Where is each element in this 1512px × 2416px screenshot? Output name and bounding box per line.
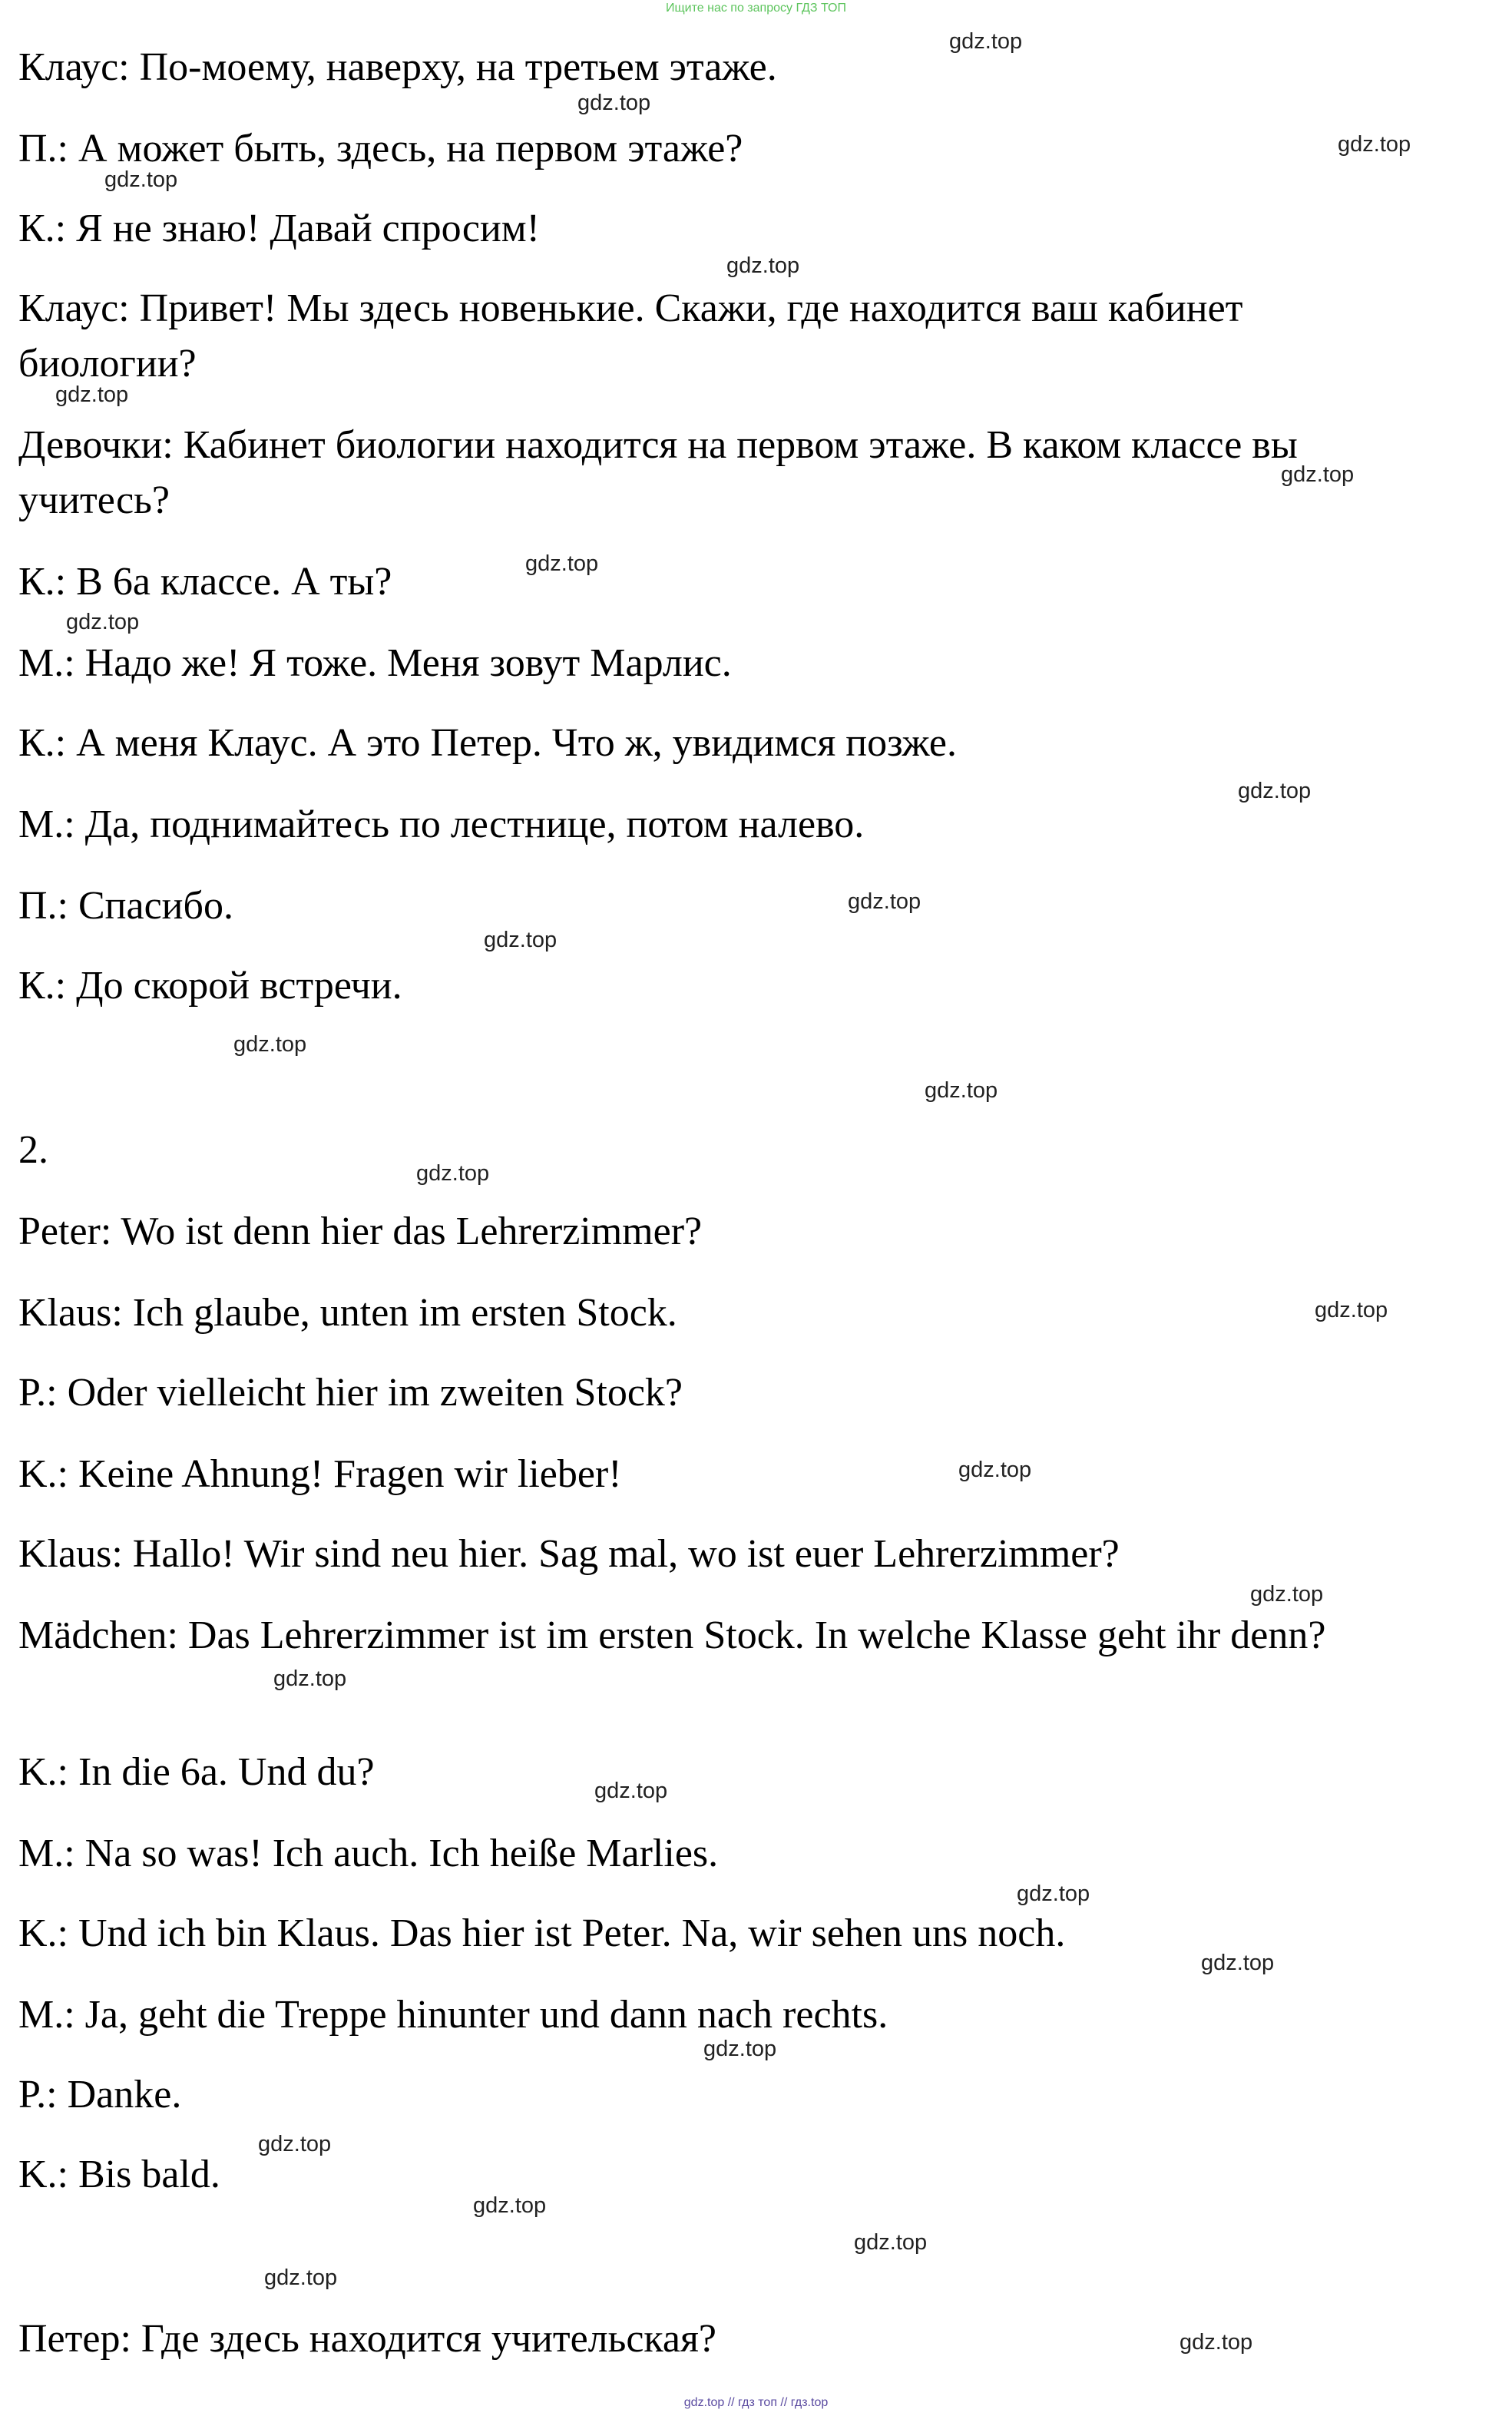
watermark: gdz.top	[1315, 1298, 1388, 1322]
watermark: gdz.top	[55, 382, 129, 407]
ru-line-5: Девочки: Кабинет биологии находится на первом этаже. В каком классе вы учитесь?	[18, 423, 1298, 522]
watermark: gdz.top	[525, 551, 599, 576]
de-line-5: Klaus: Hallo! Wir sind neu hier. Sag mal, wo ist euer Lehrerzimmer?	[18, 1532, 1120, 1576]
watermark: gdz.top	[949, 29, 1023, 54]
watermark: gdz.top	[66, 610, 140, 634]
watermark: gdz.top	[848, 889, 921, 914]
de-line-2: Klaus: Ich glaube, unten im ersten Stock.	[18, 1291, 677, 1335]
watermark: gdz.top	[577, 91, 651, 115]
watermark: gdz.top	[264, 2265, 338, 2290]
watermark: gdz.top	[958, 1458, 1032, 1482]
watermark: gdz.top	[854, 2230, 928, 2255]
watermark: gdz.top	[258, 2132, 332, 2156]
de-line-8: M.: Na so was! Ich auch. Ich heiße Marlies.	[18, 1832, 719, 1875]
top-banner: Ищите нас по запросу ГДЗ ТОП	[666, 2, 846, 15]
ru-line-8: К.: А меня Клаус. А это Петер. Что ж, увидимся позже.	[18, 721, 957, 765]
de-line-11: P.: Danke.	[18, 2073, 182, 2116]
watermark: gdz.top	[925, 1078, 998, 1103]
watermark: gdz.top	[104, 167, 178, 192]
de-line-3: P.: Oder vielleicht hier im zweiten Stock?	[18, 1371, 683, 1415]
watermark: gdz.top	[473, 2193, 547, 2218]
de-line-7: K.: In die 6a. Und du?	[18, 1750, 375, 1794]
watermark: gdz.top	[1238, 779, 1312, 803]
ru-line-10: П.: Спасибо.	[18, 884, 233, 928]
watermark: gdz.top	[233, 1032, 307, 1057]
final-line: Петер: Где здесь находится учительская?	[18, 2317, 716, 2361]
watermark: gdz.top	[1179, 2330, 1253, 2355]
ru-line-9: М.: Да, поднимайтесь по лестнице, потом налево.	[18, 803, 865, 846]
ru-line-1: Клаус: По-моему, наверху, на третьем этаже.	[18, 45, 777, 89]
watermark: gdz.top	[703, 2037, 777, 2061]
ru-line-11: К.: До скорой встречи.	[18, 964, 402, 1008]
de-line-10: M.: Ja, geht die Treppe hinunter und dann nach rechts.	[18, 1993, 888, 2037]
watermark: gdz.top	[726, 253, 800, 278]
ru-line-7: М.: Надо же! Я тоже. Меня зовут Марлис.	[18, 641, 732, 685]
de-line-4: K.: Keine Ahnung! Fragen wir lieber!	[18, 1452, 622, 1496]
ru-line-4: Клаус: Привет! Мы здесь новенькие. Скажи, где находится ваш кабинет биологии?	[18, 286, 1243, 386]
ru-line-3: К.: Я не знаю! Давай спросим!	[18, 207, 540, 250]
watermark: gdz.top	[484, 928, 557, 952]
watermark: gdz.top	[594, 1779, 668, 1803]
de-line-1: Peter: Wo ist denn hier das Lehrerzimmer?	[18, 1210, 703, 1253]
watermark: gdz.top	[416, 1161, 490, 1186]
de-line-12: K.: Bis bald.	[18, 2153, 220, 2196]
watermark: gdz.top	[1250, 1582, 1324, 1607]
ru-line-6: К.: В 6а классе. А ты?	[18, 560, 392, 604]
section-number: 2.	[18, 1128, 48, 1172]
watermark: gdz.top	[273, 1666, 347, 1691]
ru-line-2: П.: А может быть, здесь, на первом этаже?	[18, 127, 743, 170]
watermark: gdz.top	[1201, 1951, 1275, 1975]
de-line-6: Mädchen: Das Lehrerzimmer ist im ersten Stock. In welche Klasse geht ihr denn?	[18, 1613, 1326, 1657]
watermark: gdz.top	[1017, 1882, 1090, 1906]
de-line-9: K.: Und ich bin Klaus. Das hier ist Peter. Na, wir sehen uns noch.	[18, 1911, 1066, 1955]
watermark: gdz.top	[1338, 132, 1411, 157]
watermark: gdz.top	[1281, 462, 1355, 487]
bottom-banner: gdz.top // гдз топ // гдз.top	[683, 2396, 829, 2409]
